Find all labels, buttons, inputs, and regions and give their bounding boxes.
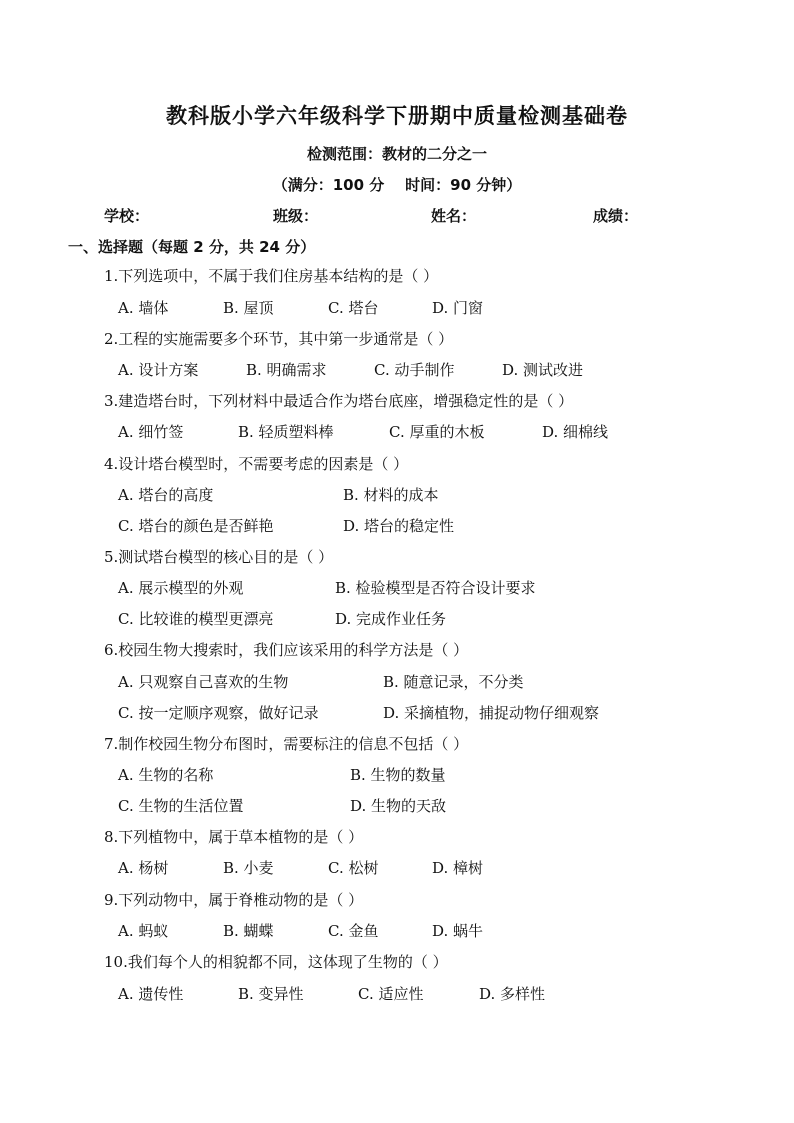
question-option: C. 适应性 xyxy=(358,985,424,1003)
question-option: C. 按一定顺序观察，做好记录 xyxy=(118,704,319,722)
student-info-row xyxy=(0,205,794,225)
question-stem: 3.建造塔台时，下列材料中最适合作为塔台底座，增强稳定性的是（ ） xyxy=(104,392,574,410)
question-option: D. 测试改进 xyxy=(502,361,584,379)
question-option: A. 墙体 xyxy=(118,299,169,317)
question-option: B. 材料的成本 xyxy=(343,486,439,504)
section-heading: 一、选择题（每题 2 分，共 24 分） xyxy=(68,238,316,256)
question-option: C. 塔台的颜色是否鲜艳 xyxy=(118,517,274,535)
question-stem: 2.工程的实施需要多个环节，其中第一步通常是（ ） xyxy=(104,330,454,348)
question-stem: 6.校园生物大搜索时，我们应该采用的科学方法是（ ） xyxy=(104,641,469,659)
question-option: C. 动手制作 xyxy=(374,361,455,379)
question-option: A. 蚂蚁 xyxy=(118,922,169,940)
question-option: D. 蜗牛 xyxy=(432,922,484,940)
question-option: D. 樟树 xyxy=(432,859,484,877)
question-option: B. 屋顶 xyxy=(223,299,274,317)
question-stem: 4.设计塔台模型时，不需要考虑的因素是（ ） xyxy=(104,455,409,473)
question-option: D. 塔台的稳定性 xyxy=(343,517,455,535)
question-option: C. 厚重的木板 xyxy=(389,423,485,441)
question-option: D. 采摘植物，捕捉动物仔细观察 xyxy=(383,704,600,722)
question-option: C. 生物的生活位置 xyxy=(118,797,244,815)
question-option: D. 细棉线 xyxy=(542,423,609,441)
question-option: A. 设计方案 xyxy=(118,361,199,379)
exam-meta: （满分：100 分 时间：90 分钟） xyxy=(272,176,522,194)
question-option: C. 塔台 xyxy=(328,299,379,317)
question-option: D. 完成作业任务 xyxy=(335,610,447,628)
question-option: C. 金鱼 xyxy=(328,922,379,940)
question-option: A. 细竹签 xyxy=(118,423,184,441)
question-option: D. 门窗 xyxy=(432,299,484,317)
page-title: 教科版小学六年级科学下册期中质量检测基础卷 xyxy=(166,104,628,128)
question-option: B. 蝴蝶 xyxy=(223,922,274,940)
question-option: B. 变异性 xyxy=(238,985,304,1003)
question-option: B. 检验模型是否符合设计要求 xyxy=(335,579,536,597)
question-option: A. 塔台的高度 xyxy=(118,486,214,504)
question-stem: 7.制作校园生物分布图时，需要标注的信息不包括（ ） xyxy=(104,735,469,753)
question-option: A. 遗传性 xyxy=(118,985,184,1003)
question-option: D. 多样性 xyxy=(479,985,546,1003)
question-option: C. 松树 xyxy=(328,859,379,877)
question-option: B. 小麦 xyxy=(223,859,274,877)
question-option: B. 明确需求 xyxy=(246,361,327,379)
question-option: C. 比较谁的模型更漂亮 xyxy=(118,610,274,628)
question-option: B. 生物的数量 xyxy=(350,766,446,784)
class-field-label: 班级： xyxy=(273,207,319,225)
question-option: B. 轻质塑料棒 xyxy=(238,423,334,441)
score-field-label: 成绩： xyxy=(593,207,639,225)
school-field-label: 学校： xyxy=(104,207,150,225)
question-option: A. 只观察自己喜欢的生物 xyxy=(118,673,289,691)
question-option: A. 展示模型的外观 xyxy=(118,579,244,597)
question-option: D. 生物的天敌 xyxy=(350,797,447,815)
question-option: A. 杨树 xyxy=(118,859,169,877)
question-option: A. 生物的名称 xyxy=(118,766,214,784)
question-stem: 1.下列选项中，不属于我们住房基本结构的是（ ） xyxy=(104,267,439,285)
question-stem: 10.我们每个人的相貌都不同，这体现了生物的（ ） xyxy=(104,953,448,971)
question-stem: 5.测试塔台模型的核心目的是（ ） xyxy=(104,548,334,566)
question-stem: 9.下列动物中，属于脊椎动物的是（ ） xyxy=(104,891,364,909)
name-field-label: 姓名： xyxy=(431,207,477,225)
page-subtitle: 检测范围：教材的二分之一 xyxy=(306,145,487,163)
question-option: B. 随意记录，不分类 xyxy=(383,673,524,691)
question-stem: 8.下列植物中，属于草本植物的是（ ） xyxy=(104,828,364,846)
